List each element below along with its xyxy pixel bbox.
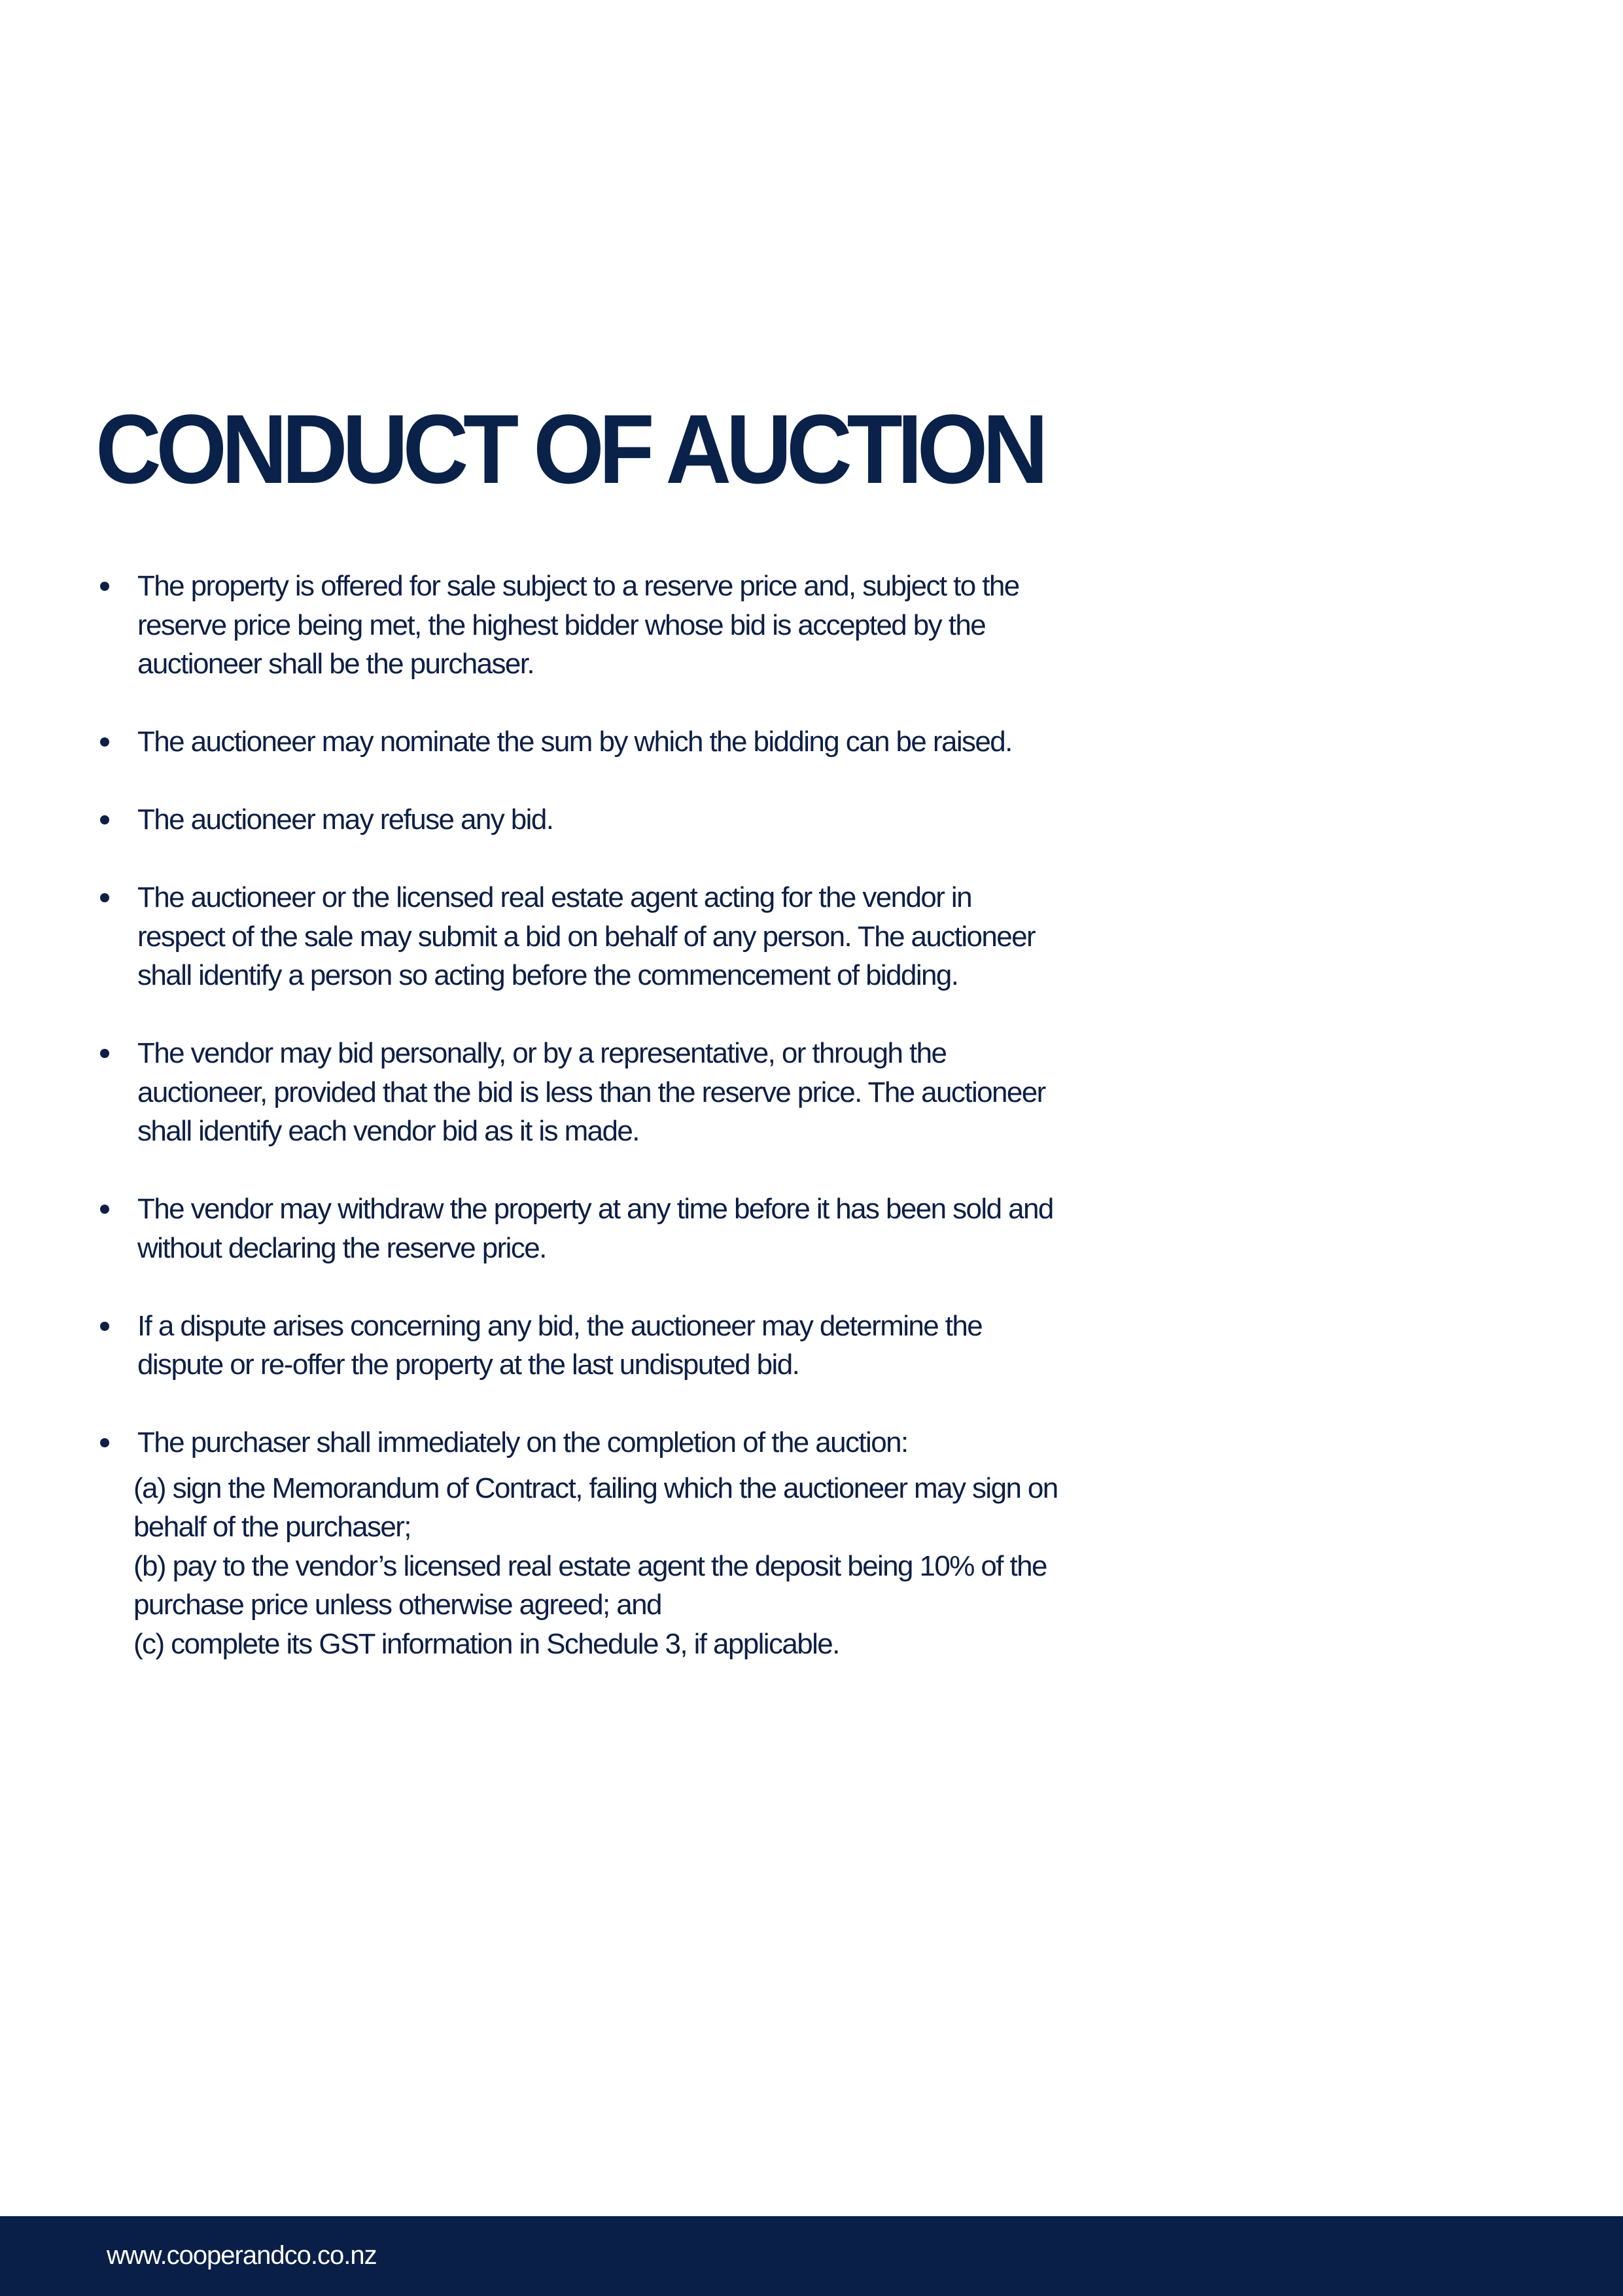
list-item-text: The auctioneer may nominate the sum by which the bidding can be raised. bbox=[137, 726, 1012, 758]
bullet-icon bbox=[100, 893, 109, 902]
list-item-text: The vendor may withdraw the property at any time before it has been sold and without declaring the reserve price. bbox=[137, 1193, 1053, 1264]
page-title: CONDUCT OF AUCTION bbox=[96, 394, 1043, 504]
list-item bbox=[96, 800, 1064, 839]
list-item-text: If a dispute arises concerning any bid, the auctioneer may determine the dispute or re-offer the property at the last undisputed bid. bbox=[137, 1309, 983, 1381]
purchaser-obligations-list bbox=[133, 1469, 1064, 1664]
list-item-text: The property is offered for sale subject to a reserve price and, subject to the reserve price being met, the highest bidder whose bid is accepted by the auctioneer shall be the purchaser. bbox=[137, 570, 1019, 680]
list-item bbox=[96, 1190, 1064, 1267]
sub-list-item: (b) pay to the vendor’s licensed real estate agent the deposit being 10% of the purchase price unless otherwise agreed; and bbox=[133, 1549, 1047, 1621]
bullet-icon bbox=[100, 737, 109, 747]
list-item bbox=[96, 1034, 1064, 1151]
bullet-icon bbox=[100, 1205, 109, 1214]
footer-bar bbox=[0, 2216, 1623, 2296]
list-item bbox=[96, 722, 1064, 762]
sub-list-item: (c) complete its GST information in Schedule 3, if applicable. bbox=[133, 1627, 839, 1660]
list-item-text: The purchaser shall immediately on the completion of the auction: bbox=[137, 1426, 908, 1458]
conditions-list bbox=[96, 567, 1064, 1703]
list-item-text: The auctioneer may refuse any bid. bbox=[137, 804, 553, 836]
bullet-icon bbox=[100, 1322, 109, 1331]
list-item bbox=[96, 878, 1064, 995]
list-item bbox=[96, 1307, 1064, 1385]
list-item-text: The vendor may bid personally, or by a representative, or through the auctioneer, provided that the bid is less than the reserve price. The auctioneer shall identify each vendor bid as it is made. bbox=[137, 1037, 1045, 1147]
sub-list-item: (a) sign the Memorandum of Contract, failing which the auctioneer may sign on behalf of the purchaser; bbox=[133, 1472, 1058, 1543]
list-item-text: The auctioneer or the licensed real estate agent acting for the vendor in respect of the sale may submit a bid on behalf of any person. The auctioneer shall identify a person so acting before the commencement of bidding. bbox=[137, 881, 1036, 991]
bullet-icon bbox=[100, 815, 109, 824]
list-item bbox=[96, 1423, 1064, 1663]
bullet-icon bbox=[100, 582, 109, 591]
list-item bbox=[96, 567, 1064, 684]
bullet-icon bbox=[100, 1049, 109, 1058]
website-link[interactable]: www.cooperandco.co.nz bbox=[107, 2241, 377, 2270]
bullet-icon bbox=[100, 1438, 109, 1447]
